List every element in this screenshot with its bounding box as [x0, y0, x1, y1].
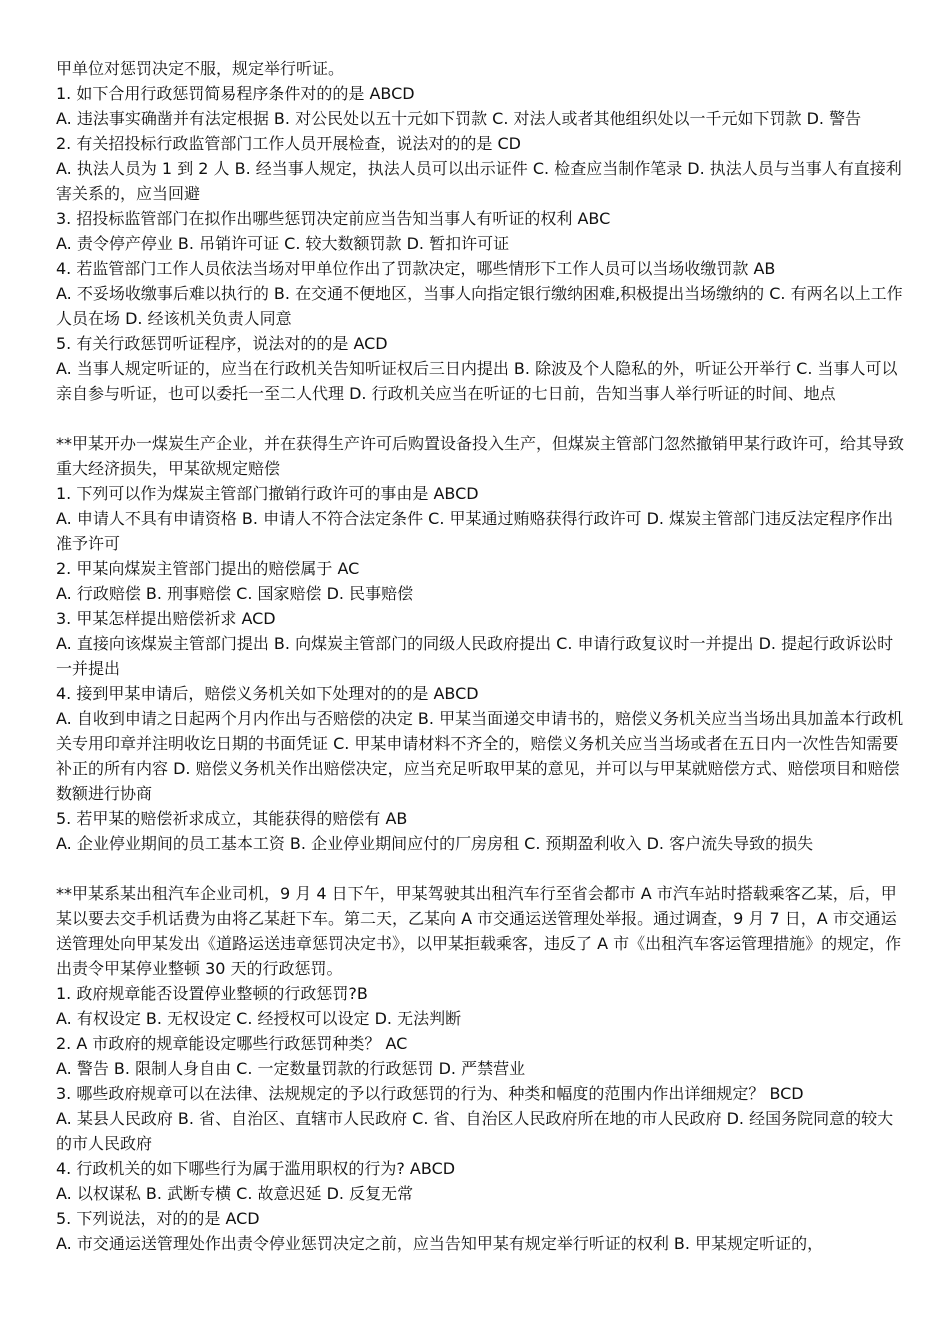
section1-question-1: 1. 如下合用行政惩罚简易程序条件对的的是 ABCD: [56, 84, 415, 103]
section2-question-2-options: A. 行政赔偿 B. 刑事赔偿 C. 国家赔偿 D. 民事赔偿: [56, 584, 414, 603]
section3-intro: **甲某系某出租汽车企业司机，9 月 4 日下午，甲某驾驶其出租汽车行至省会都市 A 市汽车站时搭载乘客乙某，后，甲某以要去交手机话费为由将乙某赶下车。第二天，乙某向 A 市交通运送管理处举报。通过调查，9 月 7 日，A 市交通运送管理处向甲某发出《道路运送违章惩罚决定书》，以甲某拒载乘客，违反了 A 市《出租汽车客运管理措施》的规定，作出责令甲某停业整顿 30 天的行政惩罚。: [56, 884, 902, 978]
section1-question-1-options: A. 违法事实确凿并有法定根据 B. 对公民处以五十元如下罚款 C. 对法人或者其他组织处以一千元如下罚款 D. 警告: [56, 109, 862, 128]
section3-question-1-options: A. 有权设定 B. 无权设定 C. 经授权可以设定 D. 无法判断: [56, 1009, 462, 1028]
section1-question-3: 3. 招投标监管部门在拟作出哪些惩罚决定前应当告知当事人有听证的权利 ABC: [56, 209, 611, 228]
section1-question-4-options: A. 不妥场收缴事后难以执行的 B. 在交通不便地区，当事人向指定银行缴纳困难,积极提出当场缴纳的 C. 有两名以上工作人员在场 D. 经该机关负责人同意: [56, 284, 903, 328]
section3-question-2: 2. A 市政府的规章能设定哪些行政惩罚种类？ AC: [56, 1034, 408, 1053]
section3-question-1: 1. 政府规章能否设置停业整顿的行政惩罚?B: [56, 984, 368, 1003]
section3-question-3-options: A. 某县人民政府 B. 省、自治区、直辖市人民政府 C. 省、自治区人民政府所在地的市人民政府 D. 经国务院同意的较大的市人民政府: [56, 1109, 894, 1153]
section2-question-3: 3. 甲某怎样提出赔偿祈求 ACD: [56, 609, 276, 628]
section2-question-5: 5. 若甲某的赔偿祈求成立，其能获得的赔偿有 AB: [56, 809, 408, 828]
section1-question-4: 4. 若监管部门工作人员依法当场对甲单位作出了罚款决定，哪些情形下工作人员可以当场收缴罚款 AB: [56, 259, 776, 278]
section1-question-2: 2. 有关招投标行政监管部门工作人员开展检查，说法对的的是 CD: [56, 134, 521, 153]
section2-question-1: 1. 下列可以作为煤炭主管部门撤销行政许可的事由是 ABCD: [56, 484, 479, 503]
section-spacer: [56, 406, 906, 431]
section2-question-4: 4. 接到甲某申请后，赔偿义务机关如下处理对的的是 ABCD: [56, 684, 479, 703]
section3-question-5-options: A. 市交通运送管理处作出责令停业惩罚决定之前，应当告知甲某有规定举行听证的权利 B. 甲某规定听证的，: [56, 1234, 824, 1253]
section3-question-2-options: A. 警告 B. 限制人身自由 C. 一定数量罚款的行政惩罚 D. 严禁营业: [56, 1059, 526, 1078]
section3-question-4-options: A. 以权谋私 B. 武断专横 C. 故意迟延 D. 反复无常: [56, 1184, 414, 1203]
section2-intro: **甲某开办一煤炭生产企业，并在获得生产许可后购置设备投入生产，但煤炭主管部门忽然撤销甲某行政许可，给其导致重大经济损失，甲某欲规定赔偿: [56, 434, 905, 478]
section-spacer: [56, 856, 906, 881]
section2-question-5-options: A. 企业停业期间的员工基本工资 B. 企业停业期间应付的厂房房租 C. 预期盈利收入 D. 客户流失导致的损失: [56, 834, 814, 853]
section1-question-5-options: A. 当事人规定听证的，应当在行政机关告知听证权后三日内提出 B. 除波及个人隐私的外，听证公开举行 C. 当事人可以亲自参与听证，也可以委托一至二人代理 D. 行政机关应当在听证的七日前，告知当事人举行听证的时间、地点: [56, 359, 898, 403]
section1-question-5: 5. 有关行政惩罚听证程序，说法对的的是 ACD: [56, 334, 388, 353]
section3-question-3: 3. 哪些政府规章可以在法律、法规规定的予以行政惩罚的行为、种类和幅度的范围内作出详细规定？ BCD: [56, 1084, 804, 1103]
section1-intro: 甲单位对惩罚决定不服，规定举行听证。: [56, 59, 345, 78]
section2-question-4-options: A. 自收到申请之日起两个月内作出与否赔偿的决定 B. 甲某当面递交申请书的，赔偿义务机关应当当场出具加盖本行政机关专用印章并注明收讫日期的书面凭证 C. 甲某申请材料不齐全的，赔偿义务机关应当当场或者在五日内一次性告知需要补正的所有内容 D. 赔偿义务机关作出赔偿决定，应当充足听取甲某的意见，并可以与甲某就赔偿方式、赔偿项目和赔偿数额进行协商: [56, 709, 904, 803]
section1-question-2-options: A. 执法人员为 1 到 2 人 B. 经当事人规定，执法人员可以出示证件 C. 检查应当制作笔录 D. 执法人员与当事人有直接利害关系的，应当回避: [56, 159, 902, 203]
section2-question-1-options: A. 申请人不具有申请资格 B. 申请人不符合法定条件 C. 甲某通过贿赂获得行政许可 D. 煤炭主管部门违反法定程序作出准予许可: [56, 509, 894, 553]
section3-question-5: 5. 下列说法，对的的是 ACD: [56, 1209, 260, 1228]
document-page: [56, 56, 906, 1256]
section1-question-3-options: A. 责令停产停业 B. 吊销许可证 C. 较大数额罚款 D. 暂扣许可证: [56, 234, 510, 253]
section2-question-3-options: A. 直接向该煤炭主管部门提出 B. 向煤炭主管部门的同级人民政府提出 C. 申请行政复议时一并提出 D. 提起行政诉讼时一并提出: [56, 634, 894, 678]
section3-question-4: 4. 行政机关的如下哪些行为属于滥用职权的行为? ABCD: [56, 1159, 456, 1178]
section2-question-2: 2. 甲某向煤炭主管部门提出的赔偿属于 AC: [56, 559, 360, 578]
